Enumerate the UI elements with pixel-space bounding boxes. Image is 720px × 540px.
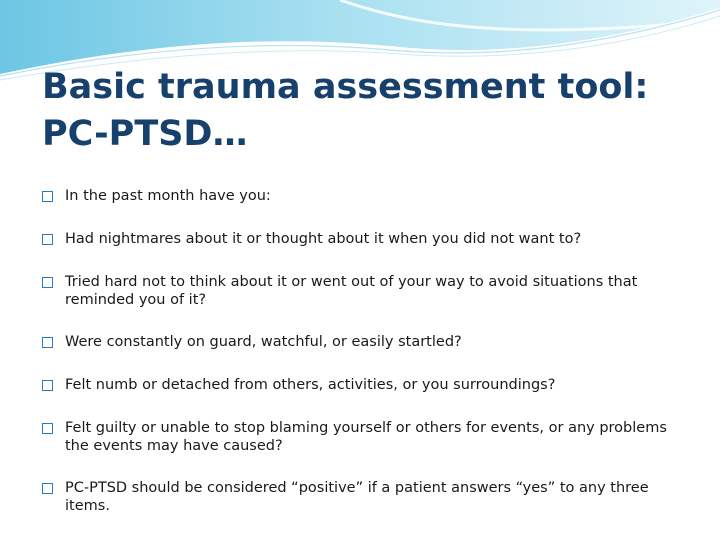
bullet-item [42, 333, 682, 351]
title-line-1: Basic trauma assessment tool: [42, 67, 649, 107]
bullet-text: Felt guilty or unable to stop blaming yourself or others for events, or any problems the events may have caused? [65, 420, 667, 454]
checkbox-square-icon [42, 337, 53, 348]
bullet-text: Were constantly on guard, watchful, or easily startled? [65, 334, 462, 350]
bullet-item [42, 376, 682, 394]
bullet-item [42, 187, 682, 205]
bullet-text: In the past month have you: [65, 188, 271, 204]
checkbox-square-icon [42, 380, 53, 391]
bullet-text: Felt numb or detached from others, activities, or you surroundings? [65, 377, 556, 393]
bullet-item [42, 230, 682, 248]
bullet-item [42, 419, 682, 455]
slide-title [42, 64, 692, 158]
bullet-item [42, 273, 682, 309]
checkbox-square-icon [42, 234, 53, 245]
checkbox-square-icon [42, 483, 53, 494]
bullet-list [42, 187, 682, 540]
bullet-text: PC-PTSD should be considered “positive” if a patient answers “yes” to any three items. [65, 480, 649, 514]
checkbox-square-icon [42, 191, 53, 202]
checkbox-square-icon [42, 277, 53, 288]
checkbox-square-icon [42, 423, 53, 434]
bullet-text: Had nightmares about it or thought about it when you did not want to? [65, 231, 582, 247]
bullet-text: Tried hard not to think about it or went out of your way to avoid situations that reminded you of it? [65, 274, 638, 308]
bullet-item [42, 479, 682, 515]
title-line-2: PC-PTSD… [42, 114, 248, 154]
